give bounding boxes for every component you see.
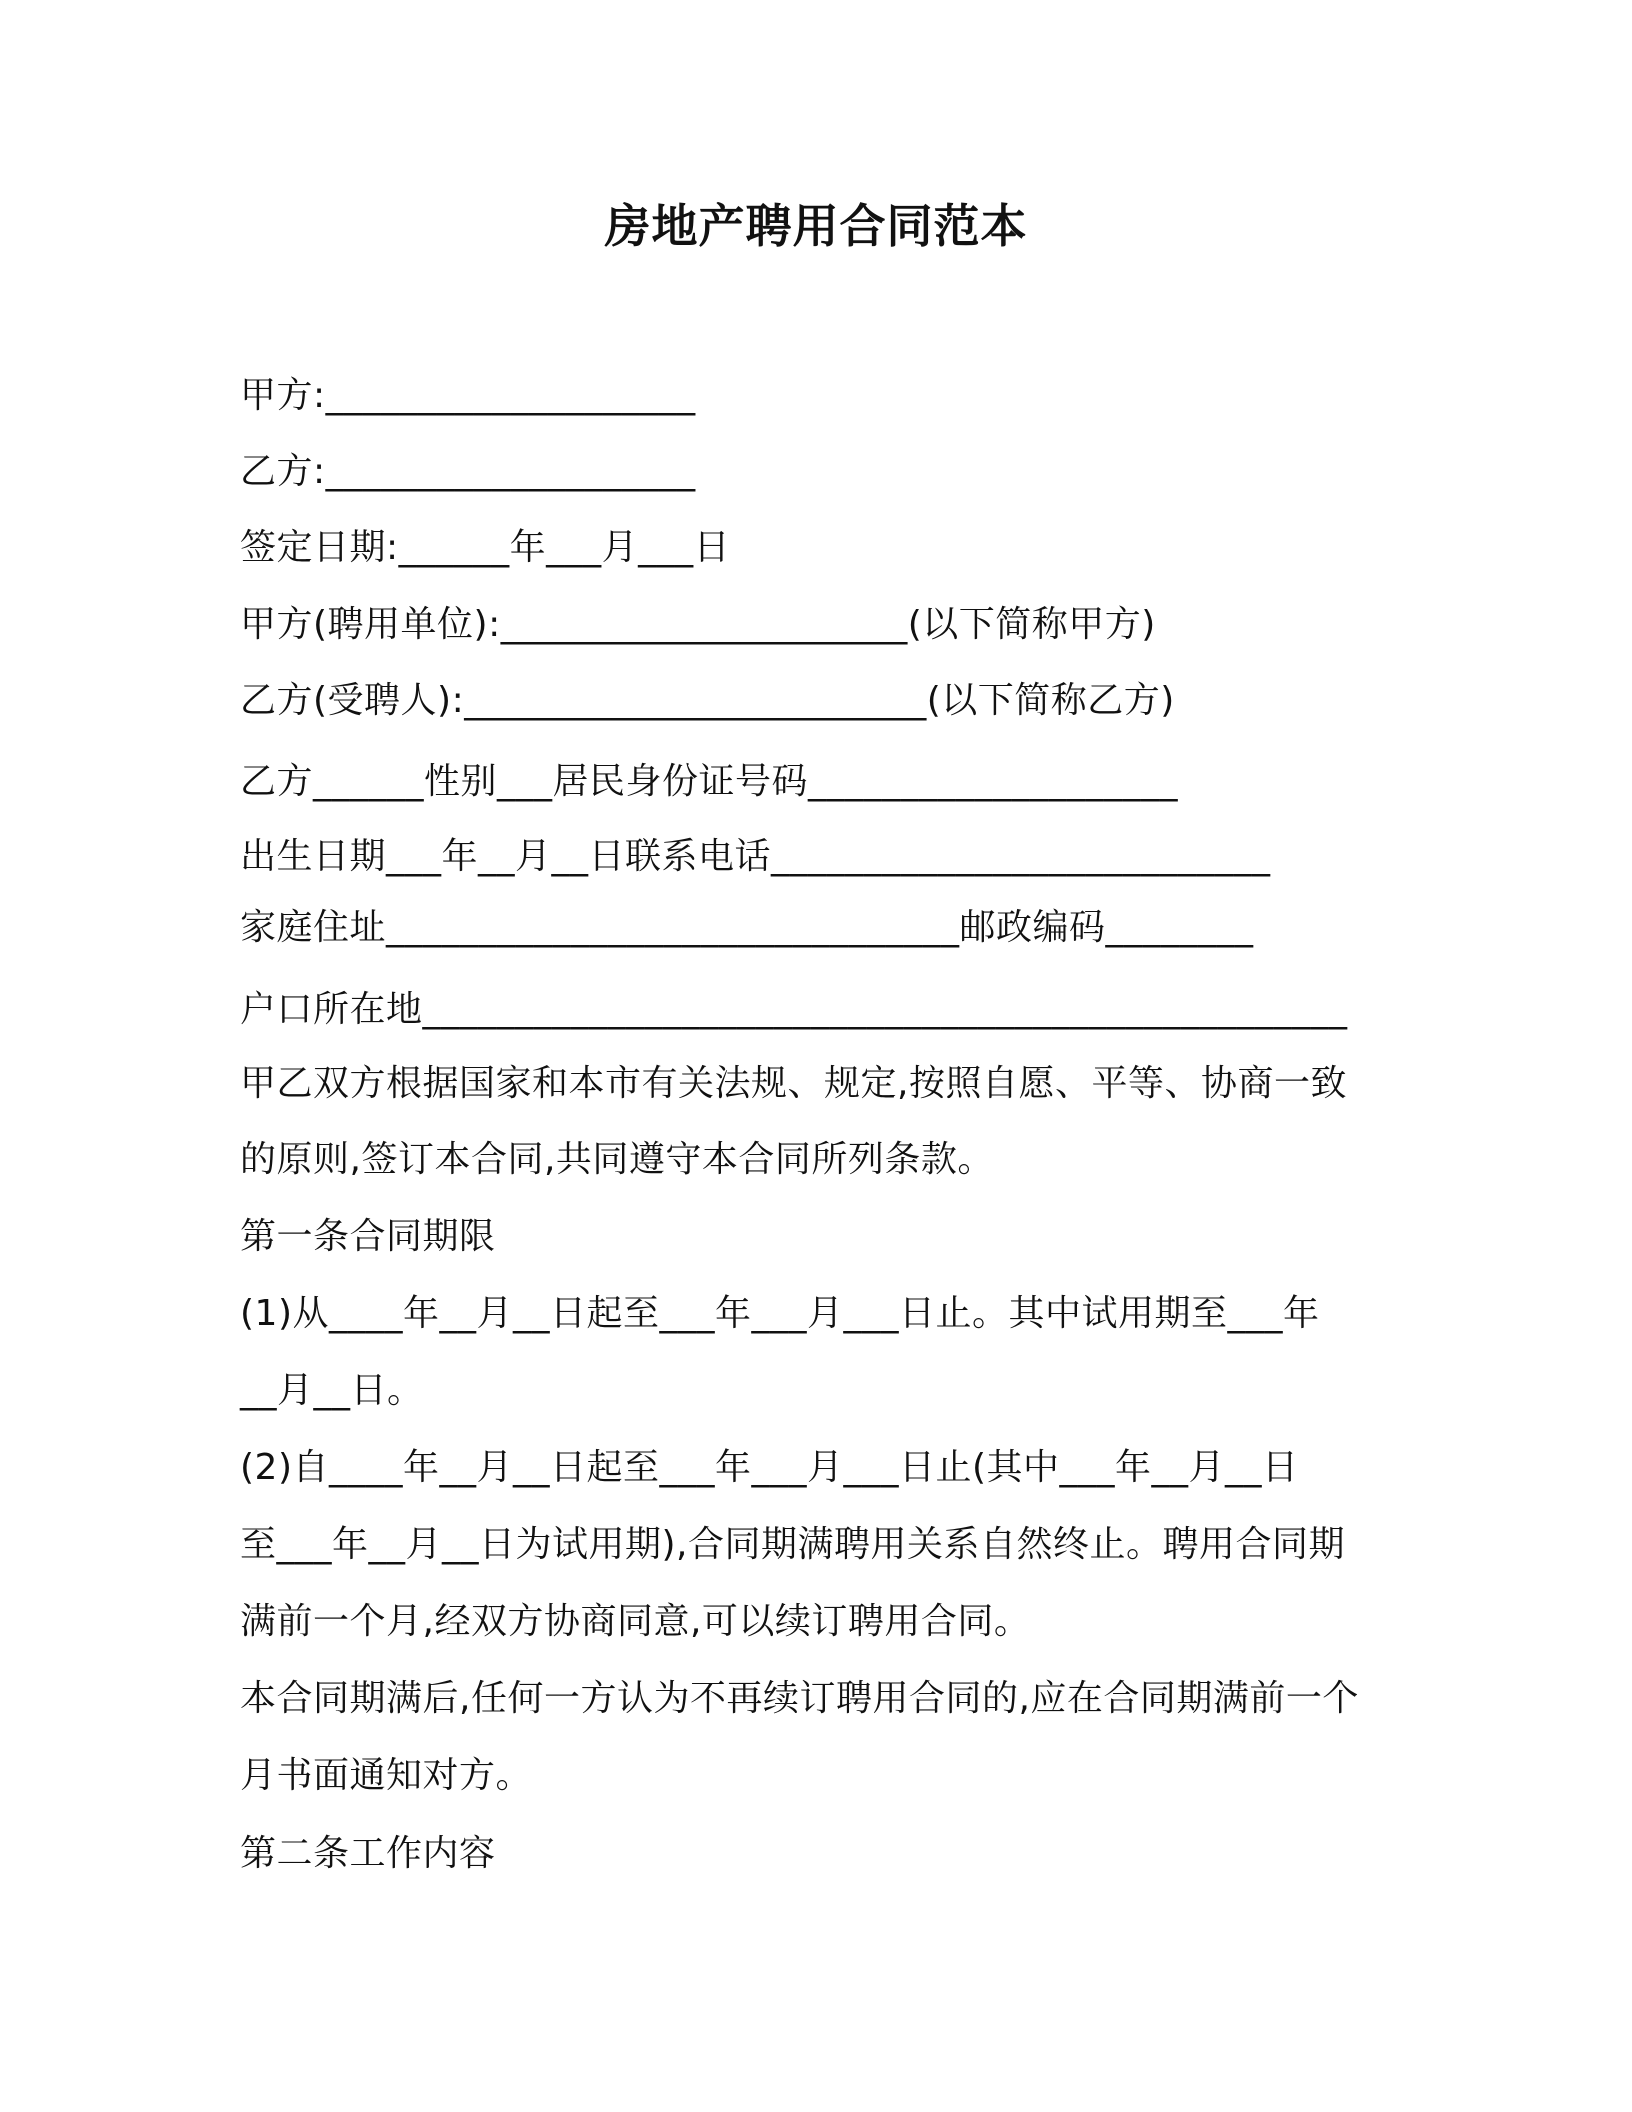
address-postcode-field: 家庭住址_______________________________邮政编码________	[240, 907, 1254, 948]
section-heading: 第二条工作内容	[240, 1833, 496, 1874]
body-paragraph-line: 甲乙双方根据国家和本市有关法规、规定,按照自愿、平等、协商一致	[240, 1063, 1347, 1104]
employee-id-field: 乙方______性别___居民身份证号码____________________	[240, 761, 1179, 802]
body-paragraph-line: 的原则,签订本合同,共同遵守本合同所列条款。	[240, 1139, 994, 1180]
body-paragraph-line: 本合同期满后,任何一方认为不再续订聘用合同的,应在合同期满前一个	[240, 1678, 1359, 1719]
section-heading: 第一条合同期限	[240, 1216, 496, 1257]
body-paragraph-line: (2)自____年__月__日起至___年___月___日止(其中___年__月__日	[240, 1447, 1299, 1488]
party-a-field: 甲方:____________________	[240, 375, 696, 416]
body-paragraph-line: __月__日。	[240, 1370, 424, 1411]
employee-field: 乙方(受聘人):_________________________(以下简称乙方)	[240, 680, 1175, 721]
body-paragraph-line: 至___年__月__日为试用期),合同期满聘用关系自然终止。聘用合同期	[240, 1524, 1345, 1565]
employer-field: 甲方(聘用单位):______________________(以下简称甲方)	[240, 604, 1156, 645]
birth-phone-field: 出生日期___年__月__日联系电话___________________________	[240, 836, 1271, 877]
body-paragraph-line: 满前一个月,经双方协商同意,可以续订聘用合同。	[240, 1601, 1031, 1642]
household-registration-field: 户口所在地__________________________________________________	[240, 989, 1348, 1030]
party-b-field: 乙方:____________________	[240, 451, 696, 492]
signing-date-field: 签定日期:______年___月___日	[240, 527, 731, 568]
document-title: 房地产聘用合同范本	[604, 199, 1028, 253]
body-paragraph-line: (1)从____年__月__日起至___年___月___日止。其中试用期至___年	[240, 1293, 1320, 1334]
body-paragraph-line: 月书面通知对方。	[240, 1755, 533, 1796]
